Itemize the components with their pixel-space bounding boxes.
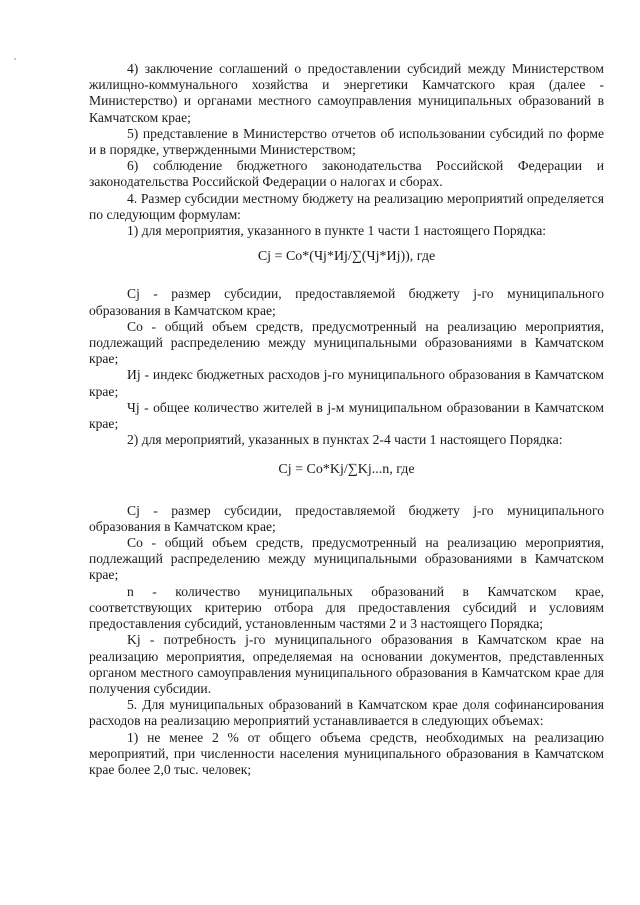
definition-cj-2: Cj - размер субсидии, предоставляемой бюджету j-го муниципального образования в Камчатском крае; [89,502,604,534]
paragraph-subitem-2: 2) для мероприятий, указанных в пунктах 2-4 части 1 настоящего Порядка: [127,432,563,448]
paragraph-item-4: 4) заключение соглашений о предоставлении субсидий между Министерством жилищно-коммунального хозяйства и энергетики Камчатского края (далее - Министерство) и органами местного самоуправления муниципальных образований в Камчатском крае; [89,61,604,125]
definition-n: n - количество муниципальных образований в Камчатском крае, соответствующих критерию отбора для предоставления субсидий и условиям предоставления субсидий, установленным частями 2 и 3 настоящего Порядка; [89,583,604,632]
paragraph-subitem-1: 1) для мероприятия, указанного в пункте 1 части 1 настоящего Порядка: [127,223,547,239]
scan-mark [14,58,16,60]
definition-cj: Cj - размер субсидии, предоставляемой бюджету j-го муниципального образования в Камчатском крае; [89,286,604,318]
formula-2: Cj = Co*Kj/∑Kj...n, где [278,462,415,478]
definition-chj: Чj - общее количество жителей в j-м муниципальном образовании в Камчатском крае; [89,399,604,432]
definition-co: Co - общий объем средств, предусмотренный на реализацию мероприятия, подлежащий распределению между муниципальными образованиями в Камчатском крае; [89,318,604,367]
paragraph-point-4: 4. Размер субсидии местному бюджету на реализацию мероприятий определяется по следующим формулам: [89,190,604,222]
formula-1: Cj = Co*(Чj*Иj/∑(Чj*Иj)), где [257,249,436,265]
paragraph-item-5: 5) представление в Министерство отчетов об использовании субсидий по форме и в порядке, утвержденными Министерством; [89,125,604,158]
document-page [89,61,604,778]
paragraph-point-5-1: 1) не менее 2 % от общего объема средств, необходимых на реализацию мероприятий, при численности населения муниципального образования в Камчатском крае более 2,0 тыс. человек; [89,729,604,777]
paragraph-item-6: 6) соблюдение бюджетного законодательства Российской Федерации и законодательства Российской Федерации о налогах и сборах. [89,158,604,190]
definition-kj: Kj - потребность j-го муниципального образования в Камчатском крае на реализацию мероприятия, определяемая на основании документов, представленных органом местного самоуправления муниципального образования в Камчатском крае для получения субсидии. [89,632,604,696]
paragraph-point-5: 5. Для муниципальных образований в Камчатском крае доля софинансирования расходов на реализацию мероприятий устанавливается в следующих объемах: [89,697,604,729]
definition-co-2: Co - общий объем средств, предусмотренный на реализацию мероприятия, подлежащий распределению между муниципальными образованиями в Камчатском крае; [89,535,604,583]
definition-ij: Иj - индекс бюджетных расходов j-го муниципального образования в Камчатском крае; [89,367,604,399]
